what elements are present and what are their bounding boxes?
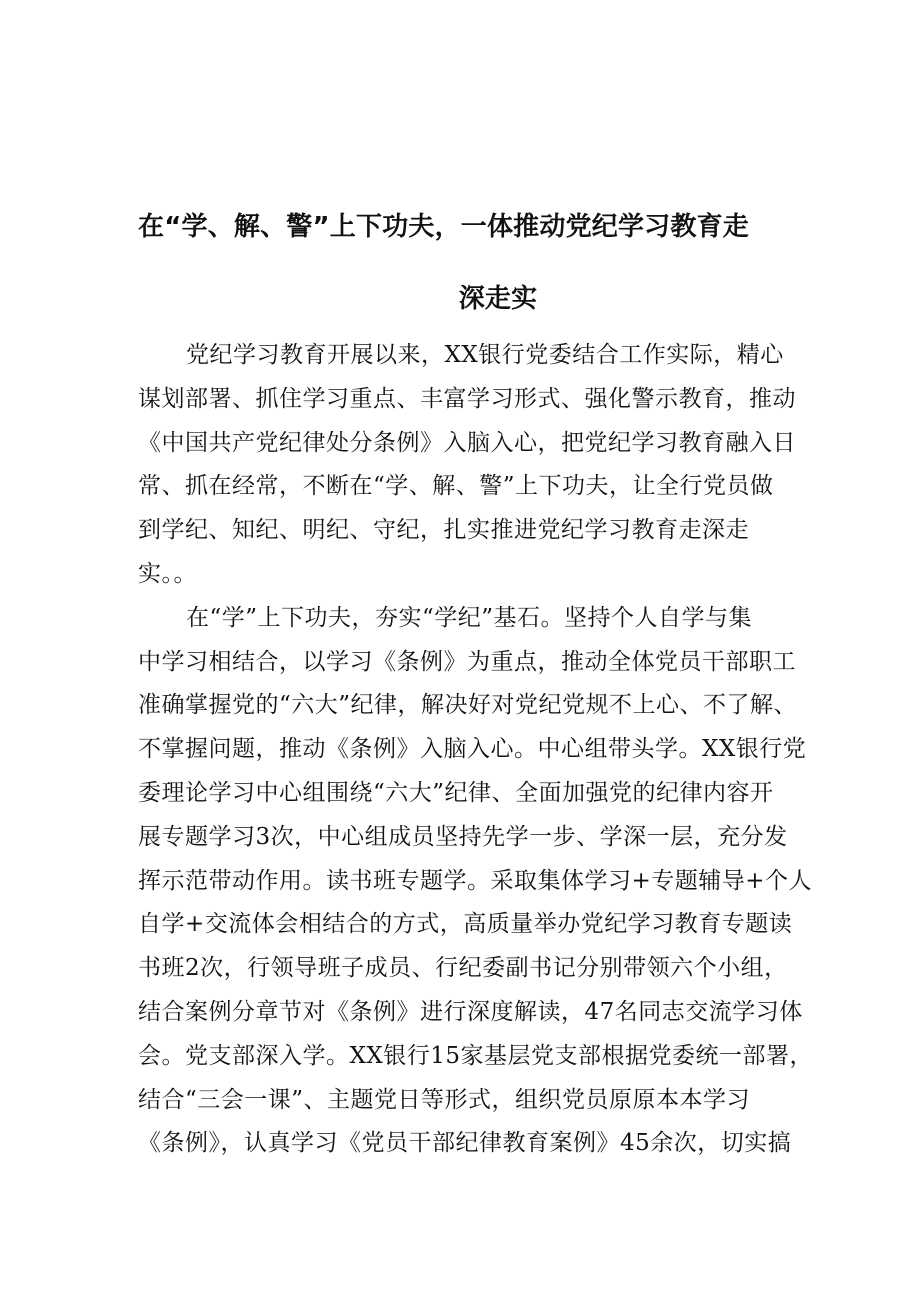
paragraph-line: 书班2次，行领导班子成员、行纪委副书记分别带领六个小组， <box>138 955 788 982</box>
paragraph-line: 在“学”上下功夫，夯实“学纪”基石。坚持个人自学与集 <box>186 604 753 631</box>
paragraph-line: 结合“三会一课”、主题党日等形式，组织党员原原本本学习 <box>138 1086 751 1113</box>
document-title <box>138 206 778 314</box>
paragraph-line: 中学习相结合，以学习《条例》为重点，推动全体党员干部职工 <box>138 648 796 675</box>
paragraph-line: 委理论学习中心组围绕“六大”纪律、全面加强党的纪律内容开 <box>138 779 774 806</box>
paragraph-study <box>138 597 814 1166</box>
paragraph-line: 不掌握问题，推动《条例》入脑入心。中心组带头学。XX银行党 <box>138 736 807 763</box>
title-line-2: 深走实 <box>458 284 538 314</box>
paragraph-intro <box>138 334 796 597</box>
paragraph-line: 挥示范带动作用。读书班专题学。采取集体学习+专题辅导+个人 <box>138 867 813 894</box>
paragraph-line: 展专题学习3次，中心组成员坚持先学一步、学深一层，充分发 <box>138 823 788 850</box>
paragraph-line: 常、抓在经常，不断在“学、解、警”上下功夫，让全行党员做 <box>138 473 774 500</box>
paragraph-line: 结合案例分章节对《条例》进行深度解读，47名同志交流学习体 <box>138 998 803 1025</box>
paragraph-line: 自学+交流体会相结合的方式，高质量举办党纪学习教育专题读 <box>138 911 793 938</box>
paragraph-line: 到学纪、知纪、明纪、守纪，扎实推进党纪学习教育走深走 <box>138 517 749 544</box>
paragraph-line: 《中国共产党纪律处分条例》入脑入心，把党纪学习教育融入日 <box>138 429 796 456</box>
paragraph-line: 《条例》，认真学习《党员干部纪律教育案例》45余次，切实搞 <box>138 1130 792 1157</box>
paragraph-line: 谋划部署、抓住学习重点、丰富学习形式、强化警示教育，推动 <box>138 385 796 412</box>
paragraph-line: 会。党支部深入学。XX银行15家基层党支部根据党委统一部署， <box>138 1042 814 1069</box>
document-body <box>138 334 814 1166</box>
paragraph-line: 准确掌握党的“六大”纪律，解决好对党纪党规不上心、不了解、 <box>138 692 798 719</box>
paragraph-line: 党纪学习教育开展以来，XX银行党委结合工作实际，精心 <box>186 342 784 368</box>
title-line-1: 在“学、解、警”上下功夫，一体推动党纪学习教育走 <box>138 212 749 242</box>
paragraph-line: 实。。 <box>138 560 197 587</box>
